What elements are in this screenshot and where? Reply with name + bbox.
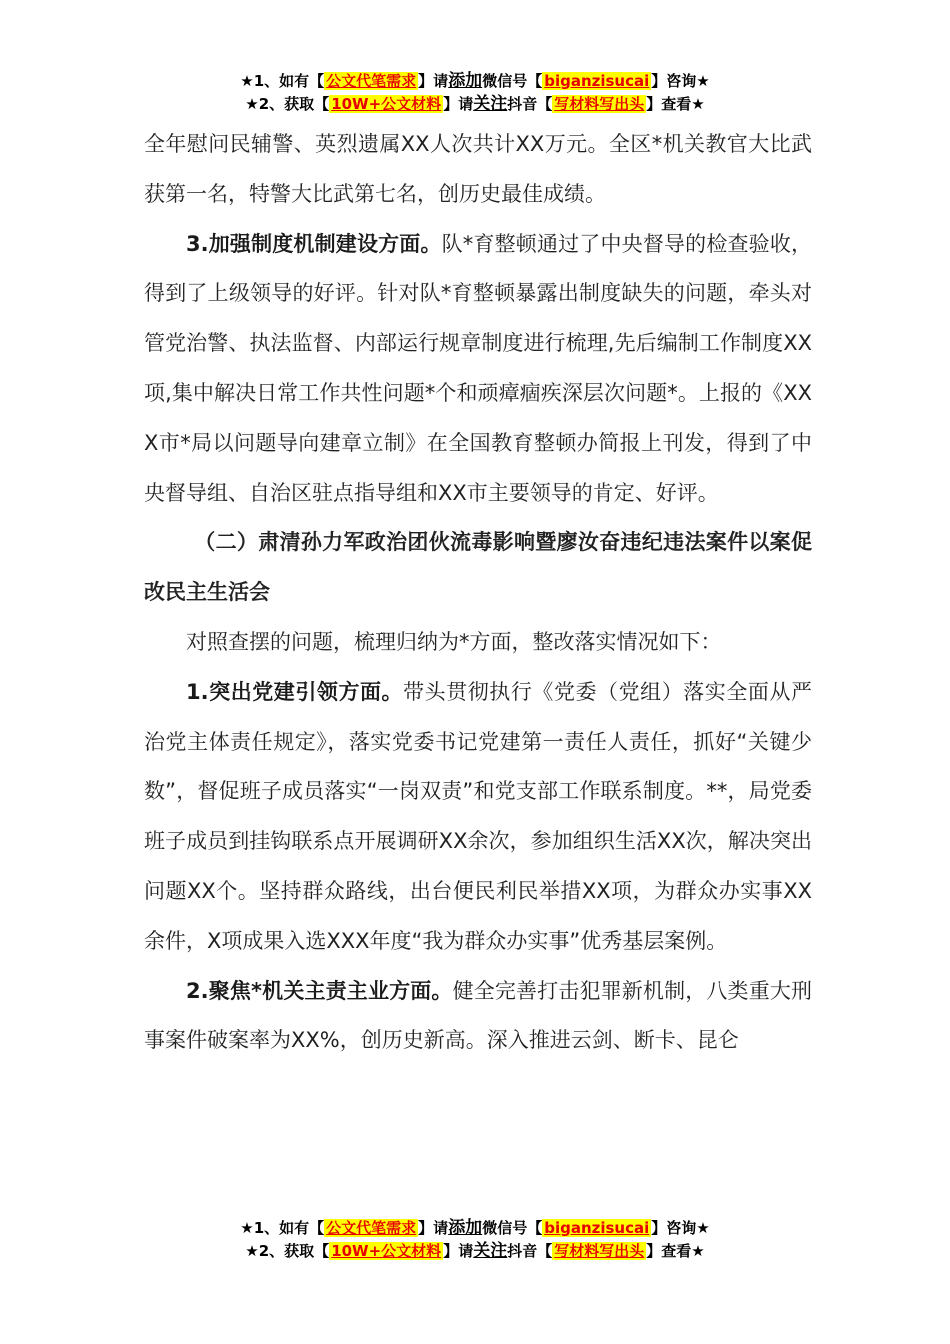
banner-highlight-materials: 10W+公文材料 bbox=[331, 95, 442, 113]
footer-highlight-materials: 10W+公文材料 bbox=[331, 1242, 442, 1260]
paragraph-3: 对照查摆的问题，梳理归纳为*方面，整改落实情况如下： bbox=[186, 629, 722, 654]
banner-line-2: ★2、获取【 10W+公文材料 】请关注抖音【 写材料写出头 】查看★ bbox=[245, 94, 705, 114]
footer-wechat-id: biganzisucai bbox=[544, 1219, 650, 1237]
banner-douyin-account: 写材料写出头 bbox=[554, 95, 645, 113]
footer-highlight-ghostwriting: 公文代笔需求 bbox=[326, 1219, 417, 1237]
paragraph-4: 1.突出党建引领方面。带头贯彻执行《党委（党组）落实全面从严治党主体责任规定》，落实党委书记党建第一责任人责任，抓好“关键少数”，督促班子成员落实“一岗双责”和党支部工作联系制度。**，局党委班子成员到挂钩联系点开展调研XX余次，参加组织生活XX次，解决突出问题XX个。坚持群众路线，出台便民利民举措XX项，为群众办实事XX余件，X项成果入选XXX年度“我为群众办实事”优秀基层案例。 bbox=[144, 679, 812, 953]
footer-line-1: ★1、如有【 公文代笔需求 】请添加微信号【 biganzisucai 】咨询★ bbox=[240, 1218, 710, 1238]
section-heading-2: （二）肃清孙力军政治团伙流毒影响暨廖汝奋违纪违法案件以案促改民主生活会 bbox=[144, 530, 812, 605]
section-2-title: 2.聚焦*机关主责主业方面。 bbox=[186, 978, 453, 1003]
paragraph-2: 3.加强制度机制建设方面。队*育整顿通过了中央督导的检查验收，得到了上级领导的好评。针对队*育整顿暴露出制度缺失的问题，牵头对管党治警、执法监督、内部运行规章制度进行梳理,先后编制工作制度XX项,集中解决日常工作共性问题*个和顽瘴痼疾深层次问题*。上报的《XXX市*局以问题导向建章立制》在全国教育整顿办简报上刊发，得到了中央督导组、自治区驻点指导组和XX市主要领导的肯定、好评。 bbox=[144, 231, 812, 505]
header-banner bbox=[0, 70, 950, 116]
section-1-title: 1.突出党建引领方面。 bbox=[186, 679, 404, 704]
banner-highlight-ghostwriting: 公文代笔需求 bbox=[326, 72, 417, 90]
footer-line-2: ★2、获取【 10W+公文材料 】请关注抖音【 写材料写出头 】查看★ bbox=[245, 1241, 705, 1261]
section-3-title: 3.加强制度机制建设方面。 bbox=[186, 231, 442, 256]
footer-douyin-account: 写材料写出头 bbox=[554, 1242, 645, 1260]
banner-wechat-id: biganzisucai bbox=[544, 72, 650, 90]
banner-line-1: ★1、如有【 公文代笔需求 】请添加微信号【 biganzisucai 】咨询★ bbox=[240, 71, 710, 91]
paragraph-5: 2.聚焦*机关主责主业方面。健全完善打击犯罪新机制，八类重大刑事案件破案率为XX%，创历史新高。深入推进云剑、断卡、昆仑 bbox=[144, 978, 813, 1053]
footer-banner bbox=[0, 1217, 950, 1263]
paragraph-1: 全年慰问民辅警、英烈遗属XX人次共计XX万元。全区*机关教官大比武获第一名，特警大比武第七名，创历史最佳成绩。 bbox=[144, 132, 812, 206]
document-body bbox=[144, 120, 812, 1066]
